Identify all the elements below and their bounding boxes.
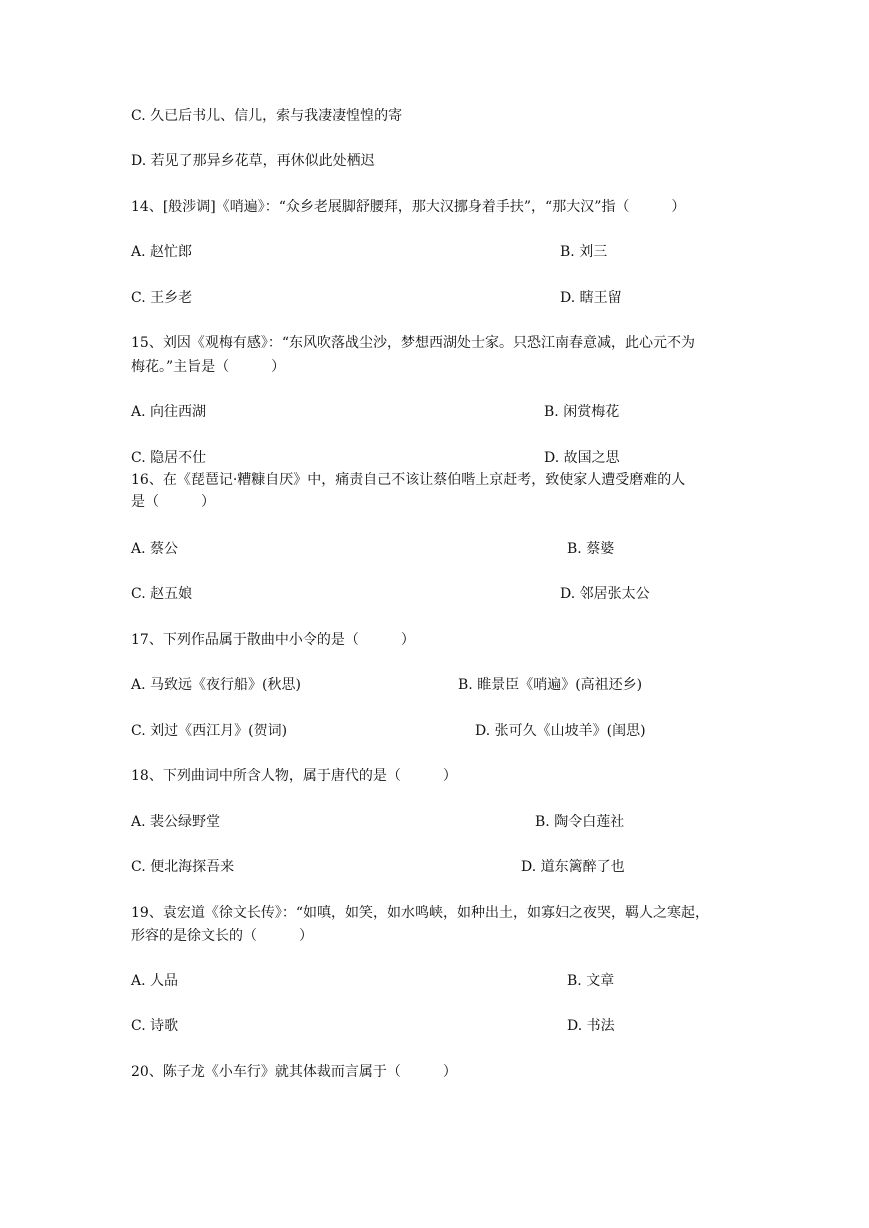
q16-stem-line2: 是（ ） <box>131 494 215 510</box>
q16-option-a: A. 蔡公 <box>131 541 179 557</box>
q19-option-a: A. 人品 <box>131 973 179 989</box>
q17-option-d: D. 张可久《山坡羊》(闺思) <box>475 723 646 739</box>
q16-option-b: B. 蔡婆 <box>567 541 615 557</box>
q18-option-d: D. 道东篱醉了也 <box>521 859 625 875</box>
q19-stem-line2: 形容的是徐文长的（ ） <box>131 928 313 944</box>
q13-option-c: C. 久已后书儿、信儿，索与我凄凄惶惶的寄 <box>131 108 403 124</box>
q15-option-b: B. 闲赏梅花 <box>544 404 620 420</box>
q16-stem-line1: 16、在《琵琶记·糟糠自厌》中，痛责自己不该让蔡伯喈上京赶考，致使家人遭受磨难的人 <box>131 472 686 488</box>
q17-option-a: A. 马致远《夜行船》(秋思) <box>131 677 301 693</box>
q14-option-d: D. 瞎王留 <box>560 290 622 306</box>
q14-option-c: C. 王乡老 <box>131 290 193 306</box>
q13-option-d: D. 若见了那异乡花草，再休似此处栖迟 <box>131 153 375 169</box>
q15-stem-line1: 15、刘因《观梅有感》：“东风吹落战尘沙，梦想西湖处士家。只恐江南春意减，此心元不为 <box>131 335 695 351</box>
q19-option-b: B. 文章 <box>567 973 615 989</box>
q15-option-c: C. 隐居不仕 <box>131 450 207 466</box>
q18-option-b: B. 陶令白莲社 <box>535 814 625 830</box>
q20-stem: 20、陈子龙《小车行》就其体裁而言属于（ ） <box>131 1064 457 1080</box>
q19-stem-line1: 19、袁宏道《徐文长传》：“如嗔，如笑，如水鸣峡，如种出土，如寡妇之夜哭，羁人之寒起， <box>131 905 709 921</box>
q18-stem: 18、下列曲词中所含人物，属于唐代的是（ ） <box>131 768 457 784</box>
q19-option-c: C. 诗歌 <box>131 1018 179 1034</box>
q15-option-a: A. 向往西湖 <box>131 404 207 420</box>
q18-option-a: A. 裴公绿野堂 <box>131 814 221 830</box>
q16-option-d: D. 邻居张太公 <box>560 586 650 602</box>
q14-option-b: B. 刘三 <box>560 244 608 260</box>
q15-stem-line2: 梅花。”主旨是（ ） <box>131 359 286 375</box>
q17-option-c: C. 刘过《西江月》(贺词) <box>131 723 288 739</box>
q14-stem: 14、[般涉调]《哨遍》：“众乡老展脚舒腰拜，那大汉挪身着手扶”，“那大汉”指（ ） <box>131 199 686 215</box>
q15-option-d: D. 故国之思 <box>544 450 620 466</box>
q14-option-a: A. 赵忙郎 <box>131 244 193 260</box>
q17-option-b: B. 睢景臣《哨遍》(高祖还乡) <box>458 677 643 693</box>
q19-option-d: D. 书法 <box>567 1018 615 1034</box>
q18-option-c: C. 便北海探吾来 <box>131 859 235 875</box>
q16-option-c: C. 赵五娘 <box>131 586 193 602</box>
q17-stem: 17、下列作品属于散曲中小令的是（ ） <box>131 632 415 648</box>
